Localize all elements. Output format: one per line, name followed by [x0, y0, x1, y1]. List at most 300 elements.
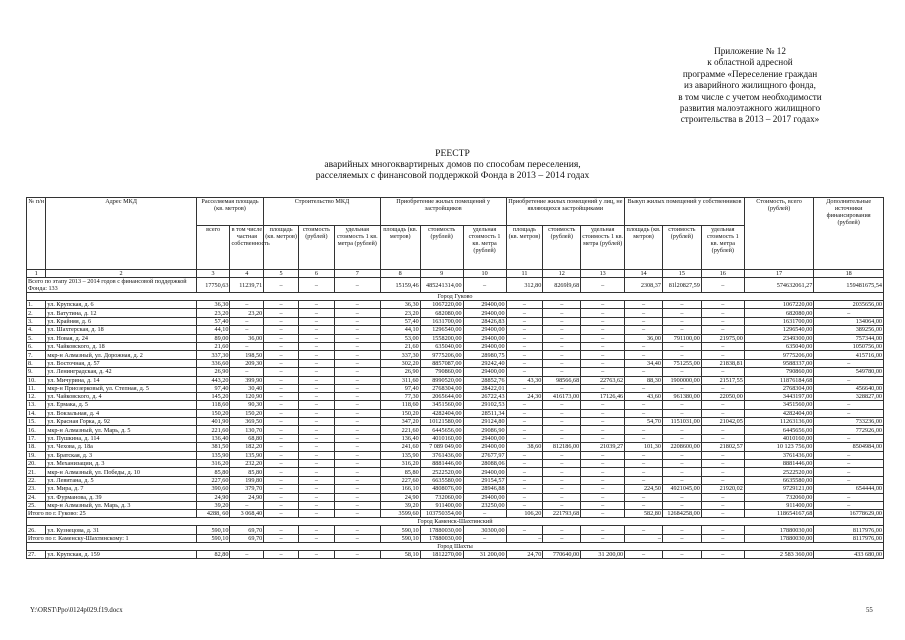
table-cell: – — [662, 476, 701, 484]
table-cell: – — [814, 476, 884, 484]
table-cell: 36,00 — [625, 334, 663, 342]
subheader-area: площадь (кв. метров) — [264, 226, 299, 270]
table-cell: 24,90 — [230, 493, 264, 501]
table-cell: – — [625, 526, 663, 534]
table-cell: 24,70 — [506, 550, 543, 558]
table-cell: – — [581, 384, 625, 392]
table-cell: – — [298, 278, 334, 293]
title-subline: аварийных многоквартирных домов по способам переселения, — [324, 159, 581, 171]
table-cell: – — [334, 510, 380, 518]
subheader-cost: стоимость (рублей) — [543, 226, 581, 270]
column-number: 17 — [744, 270, 814, 278]
table-cell: – — [264, 401, 299, 409]
table-cell: – — [662, 409, 701, 417]
table-cell: 29400,00 — [463, 493, 506, 501]
row-number: 21. — [27, 468, 46, 476]
table-cell: – — [264, 468, 299, 476]
table-cell: – — [298, 526, 334, 534]
table-row — [27, 485, 884, 493]
table-cell: – — [581, 301, 625, 309]
table-cell: – — [334, 501, 380, 509]
table-cell: – — [264, 317, 299, 325]
table-cell: 57,40 — [380, 317, 420, 325]
table-cell: 43,30 — [506, 376, 543, 384]
table-row — [27, 468, 884, 476]
table-cell: – — [581, 451, 625, 459]
table-cell: 654444,00 — [814, 485, 884, 493]
table-cell: – — [334, 526, 380, 534]
table-cell: – — [581, 434, 625, 442]
table-cell: – — [543, 317, 581, 325]
table-cell: 1900000,00 — [662, 376, 701, 384]
table-cell: 241,60 — [380, 443, 420, 451]
table-cell: – — [814, 501, 884, 509]
table-cell: – — [814, 401, 884, 409]
table-cell: 911400,00 — [744, 501, 814, 509]
table-cell: – — [506, 426, 543, 434]
table-cell: 21,60 — [196, 342, 230, 350]
table-cell: – — [625, 460, 663, 468]
row-number: 3. — [27, 317, 46, 325]
table-cell: – — [264, 326, 299, 334]
row-number: 6. — [27, 342, 46, 350]
table-cell: 379,70 — [230, 485, 264, 493]
address-cell: ул. Мичурина, д. 14 — [46, 376, 196, 384]
table-cell: – — [701, 309, 744, 317]
table-cell: – — [701, 317, 744, 325]
table-row — [27, 351, 884, 359]
table-cell: 4010160,00 — [420, 434, 463, 442]
table-cell: – — [625, 426, 663, 434]
table-cell: – — [662, 368, 701, 376]
table-cell: 21042,05 — [701, 418, 744, 426]
table-cell: 791100,00 — [662, 334, 701, 342]
title-subline: расселяемых с финансовой поддержкой Фонда в 2013 – 2014 годах — [315, 170, 590, 182]
table-row — [27, 501, 884, 509]
table-row — [27, 376, 884, 384]
table-cell: 9775206,00 — [744, 351, 814, 359]
row-number: 19. — [27, 451, 46, 459]
table-cell: 574632061,27 — [744, 278, 814, 293]
table-cell: 15159,46 — [380, 278, 420, 293]
table-cell: 1558200,00 — [420, 334, 463, 342]
table-row — [27, 550, 884, 558]
table-cell: – — [298, 476, 334, 484]
table-cell: – — [298, 501, 334, 509]
table-cell: – — [543, 426, 581, 434]
table-row — [27, 526, 884, 534]
subheader-area: площадь (кв. метров) — [506, 226, 543, 270]
table-cell: – — [230, 550, 264, 558]
subheader-cost: стоимость (рублей) — [420, 226, 463, 270]
table-cell: 4010160,00 — [744, 434, 814, 442]
table-cell: – — [625, 309, 663, 317]
row-number: 24. — [27, 493, 46, 501]
table-cell: – — [625, 342, 663, 350]
table-cell: 1050756,00 — [814, 342, 884, 350]
table-cell: – — [543, 409, 581, 417]
table-cell: – — [506, 451, 543, 459]
table-row — [27, 334, 884, 342]
table-cell: – — [581, 501, 625, 509]
table-cell: 10121580,00 — [420, 418, 463, 426]
table-cell: – — [463, 534, 506, 542]
table-cell: – — [543, 534, 581, 542]
column-number: 14 — [625, 270, 663, 278]
header-purchase-non-developers: Приобретение жилых помещений у лиц, не являющихся застройщиками — [506, 198, 625, 226]
appendix-line: из аварийного жилищного фонда, — [684, 80, 816, 91]
table-cell: 136,40 — [196, 434, 230, 442]
address-cell: ул. Пушкина, д. 114 — [46, 434, 196, 442]
address-cell: ул. Крупская, д. 159 — [46, 550, 196, 558]
table-cell: – — [701, 301, 744, 309]
table-cell: – — [543, 326, 581, 334]
table-cell: 69,70 — [230, 534, 264, 542]
table-cell: – — [298, 460, 334, 468]
table-cell: – — [334, 434, 380, 442]
table-cell: – — [581, 460, 625, 468]
table-cell: – — [581, 334, 625, 342]
table-cell: 29400,00 — [463, 443, 506, 451]
table-cell: 11239,71 — [230, 278, 264, 293]
table-cell: 433 680,00 — [814, 550, 884, 558]
row-number: 12. — [27, 392, 46, 400]
table-cell: 30,40 — [230, 384, 264, 392]
header-additional-sources: Дополнительные источники финансирования (рублей) — [814, 198, 884, 270]
table-cell: 312,80 — [506, 278, 543, 293]
table-cell: – — [701, 384, 744, 392]
table-cell: 23,20 — [380, 309, 420, 317]
table-cell: 4282404,00 — [420, 409, 463, 417]
table-cell: – — [298, 342, 334, 350]
table-cell: – — [334, 376, 380, 384]
table-cell: – — [506, 317, 543, 325]
table-cell: 106,20 — [506, 510, 543, 518]
table-cell: 2035656,00 — [814, 301, 884, 309]
table-cell: 635040,00 — [420, 342, 463, 350]
table-cell: 69,70 — [230, 526, 264, 534]
table-cell: 390,60 — [196, 485, 230, 493]
table-cell: 337,30 — [380, 351, 420, 359]
address-cell: мкр-н Алмазный, ул. Победы, д. 10 — [46, 468, 196, 476]
row-number: 26. — [27, 526, 46, 534]
table-cell: 26,90 — [196, 368, 230, 376]
table-cell: – — [264, 278, 299, 293]
table-cell: 88,30 — [625, 376, 663, 384]
table-cell: – — [581, 401, 625, 409]
table-cell: – — [230, 368, 264, 376]
table-cell: 21838,81 — [701, 359, 744, 367]
table-cell: 28426,83 — [463, 317, 506, 325]
table-cell: 2208600,00 — [662, 443, 701, 451]
table-cell: 11876184,68 — [744, 376, 814, 384]
table-cell: 770640,00 — [543, 550, 581, 558]
table-cell: – — [543, 418, 581, 426]
table-cell: – — [701, 460, 744, 468]
row-number: 1. — [27, 301, 46, 309]
subheader-unit-cost: удельная стоимость 1 кв. метра (рублей) — [463, 226, 506, 270]
subheader-cost: стоимость (рублей) — [298, 226, 334, 270]
table-row — [27, 301, 884, 309]
city-name: Город Гуково — [27, 293, 884, 301]
address-cell: ул. Фурманова, д. 39 — [46, 493, 196, 501]
table-cell: 8881446,00 — [744, 460, 814, 468]
table-cell: – — [264, 309, 299, 317]
table-cell: 416173,00 — [543, 392, 581, 400]
table-row — [27, 418, 884, 426]
table-cell: – — [625, 409, 663, 417]
table-cell: 1151031,00 — [662, 418, 701, 426]
row-number: 15. — [27, 418, 46, 426]
city-section-row — [27, 293, 884, 301]
table-cell: 8857087,00 — [420, 359, 463, 367]
table-cell: – — [334, 384, 380, 392]
table-cell: 21,60 — [380, 342, 420, 350]
table-cell: – — [506, 409, 543, 417]
address-cell: мкр-н Алмазный, ул. Марь, д. 5 — [46, 426, 196, 434]
table-cell: – — [543, 476, 581, 484]
address-cell: ул. Левитана, д. 5 — [46, 476, 196, 484]
table-cell: – — [506, 534, 543, 542]
row-number: 27. — [27, 550, 46, 558]
header-construction: Строительство МКД — [264, 198, 381, 226]
table-cell: – — [662, 493, 701, 501]
table-cell: 790860,00 — [744, 368, 814, 376]
table-cell: 6635580,00 — [420, 476, 463, 484]
row-number: 13. — [27, 401, 46, 409]
table-cell: – — [625, 384, 663, 392]
table-cell: 6635580,00 — [744, 476, 814, 484]
table-cell: – — [334, 409, 380, 417]
address-cell: ул. Восточная, д. 57 — [46, 359, 196, 367]
table-cell: – — [506, 493, 543, 501]
table-cell: – — [230, 317, 264, 325]
table-cell: – — [230, 501, 264, 509]
table-cell: – — [543, 434, 581, 442]
city-section-row — [27, 542, 884, 550]
total-label: Всего по этапу 2013 – 2014 годов с финансовой поддержкой Фонда: 133 — [27, 278, 197, 293]
table-cell: 22050,00 — [701, 392, 744, 400]
table-cell: – — [334, 278, 380, 293]
table-cell: – — [334, 485, 380, 493]
address-cell: ул. Чехова, д. 18а — [46, 443, 196, 451]
table-cell: – — [506, 301, 543, 309]
city-name: Город Шахты — [27, 542, 884, 550]
table-cell: 120,90 — [230, 392, 264, 400]
table-cell: 29400,00 — [463, 368, 506, 376]
column-number: 12 — [543, 270, 581, 278]
table-body — [27, 270, 884, 559]
table-cell: – — [334, 418, 380, 426]
table-row — [27, 342, 884, 350]
table-cell: 136,40 — [380, 434, 420, 442]
table-row — [27, 359, 884, 367]
table-cell: – — [298, 384, 334, 392]
table-cell: 21039,27 — [581, 443, 625, 451]
row-number: 10. — [27, 376, 46, 384]
table-cell: – — [543, 485, 581, 493]
table-cell: – — [581, 526, 625, 534]
table-cell: – — [264, 476, 299, 484]
table-cell: 316,20 — [196, 460, 230, 468]
table-cell: 221793,68 — [543, 510, 581, 518]
table-cell: 7 089 049,00 — [420, 443, 463, 451]
table-cell: – — [334, 368, 380, 376]
appendix-line: развития малоэтажного жилищного — [679, 103, 821, 114]
table-cell: 635040,00 — [744, 342, 814, 350]
table-cell: – — [298, 409, 334, 417]
table-cell: 43,60 — [625, 392, 663, 400]
table-cell: – — [506, 418, 543, 426]
table-cell: – — [334, 534, 380, 542]
table-cell: 2768304,00 — [744, 384, 814, 392]
table-cell: 790860,00 — [420, 368, 463, 376]
table-cell: 316,20 — [380, 460, 420, 468]
table-cell: 401,90 — [196, 418, 230, 426]
table-cell: – — [543, 493, 581, 501]
column-number: 2 — [46, 270, 196, 278]
table-cell: – — [581, 493, 625, 501]
table-cell: – — [701, 426, 744, 434]
table-cell: 399,90 — [230, 376, 264, 384]
table-cell: – — [814, 460, 884, 468]
table-row — [27, 317, 884, 325]
table-cell: 732060,00 — [420, 493, 463, 501]
table-cell: – — [334, 359, 380, 367]
table-cell: 29086,90 — [463, 426, 506, 434]
table-cell: 159481675,54 — [814, 278, 884, 293]
table-cell: 89,00 — [196, 334, 230, 342]
address-cell: ул. Вокзальная, д. 4 — [46, 409, 196, 417]
table-cell: – — [662, 351, 701, 359]
table-cell: – — [463, 278, 506, 293]
total-label: Итого по г. Каменску-Шахтинскому: 1 — [27, 534, 197, 542]
header-buyout-owners: Выкуп жилых помещений у собственников — [625, 198, 745, 226]
table-cell: – — [543, 468, 581, 476]
footer-file-path: Y:\ORST\Ppo\0124p029.f19.docx — [30, 607, 123, 614]
table-cell: 302,20 — [380, 359, 420, 367]
table-cell: 2522520,00 — [420, 468, 463, 476]
table-cell: 221,60 — [380, 426, 420, 434]
subheader-unit-cost: удельная стоимость 1 кв. метра (рублей) — [581, 226, 625, 270]
table-cell: 85,80 — [380, 468, 420, 476]
table-cell: 54,70 — [625, 418, 663, 426]
table-cell: 26722,43 — [463, 392, 506, 400]
address-cell: ул. Новая, д. 24 — [46, 334, 196, 342]
table-cell: 90,30 — [230, 401, 264, 409]
table-cell: 44,10 — [380, 326, 420, 334]
table-cell: – — [625, 476, 663, 484]
table-cell: 29242,40 — [463, 359, 506, 367]
total-label: Итого по г. Гуково: 25 — [27, 510, 197, 518]
table-cell: – — [264, 485, 299, 493]
table-cell: 1631700,00 — [420, 317, 463, 325]
table-cell: – — [543, 526, 581, 534]
table-cell: 81l20827,59 — [662, 278, 701, 293]
column-number: 5 — [264, 270, 299, 278]
table-cell: 28088,06 — [463, 460, 506, 468]
table-cell: – — [298, 426, 334, 434]
table-cell: 961380,00 — [662, 392, 701, 400]
table-cell: 4808076,00 — [420, 485, 463, 493]
table-cell: 311,60 — [380, 376, 420, 384]
table-cell: 221,60 — [196, 426, 230, 434]
table-row — [27, 392, 884, 400]
table-cell: – — [334, 326, 380, 334]
table-cell: – — [625, 301, 663, 309]
row-number: 5. — [27, 334, 46, 342]
table-cell: 582,80 — [625, 510, 663, 518]
table-cell: 29400,00 — [463, 468, 506, 476]
address-cell: ул. Ленинградская, д. 42 — [46, 368, 196, 376]
table-cell: – — [334, 342, 380, 350]
table-cell: 28980,75 — [463, 351, 506, 359]
column-number: 16 — [701, 270, 744, 278]
column-number: 1 — [27, 270, 46, 278]
table-cell: 812186,00 — [543, 443, 581, 451]
table-cell: 11263136,00 — [744, 418, 814, 426]
table-cell: – — [506, 368, 543, 376]
address-cell: ул. Чайковского, д. 4 — [46, 392, 196, 400]
table-cell: 135,90 — [380, 451, 420, 459]
table-cell: 68,80 — [230, 434, 264, 442]
table-cell: 130,70 — [230, 426, 264, 434]
column-number: 8 — [380, 270, 420, 278]
table-cell: – — [814, 451, 884, 459]
table-cell: 9775206,00 — [420, 351, 463, 359]
table-cell: 337,30 — [196, 351, 230, 359]
address-cell: ул. Шахтерская, д. 18 — [46, 326, 196, 334]
table-cell: – — [581, 278, 625, 293]
table-cell: 1067220,00 — [744, 301, 814, 309]
table-cell: – — [625, 451, 663, 459]
table-cell: – — [230, 342, 264, 350]
table-cell: 58,10 — [380, 550, 420, 558]
table-cell: 166,10 — [380, 485, 420, 493]
table-cell: – — [543, 351, 581, 359]
table-cell: 21920,02 — [701, 485, 744, 493]
table-cell: – — [814, 468, 884, 476]
table-cell: – — [543, 309, 581, 317]
row-number: 7. — [27, 351, 46, 359]
table-cell: 3443197,00 — [744, 392, 814, 400]
table-cell: – — [625, 368, 663, 376]
table-cell: 17880030,00 — [420, 534, 463, 542]
table-cell: – — [625, 317, 663, 325]
table-cell: 1067220,00 — [420, 301, 463, 309]
table-cell: 415716,00 — [814, 351, 884, 359]
table-cell: – — [662, 342, 701, 350]
subheader-area: площадь (кв. метров) — [625, 226, 663, 270]
table-cell: 2349300,00 — [744, 334, 814, 342]
address-cell: мкр-н Приозерковый, ул. Степная, д. 5 — [46, 384, 196, 392]
table-cell: 85,80 — [196, 468, 230, 476]
table-cell: 1812270,00 — [420, 550, 463, 558]
table-cell: – — [264, 434, 299, 442]
table-cell: – — [701, 493, 744, 501]
table-cell: – — [543, 368, 581, 376]
table-cell: 36,30 — [380, 301, 420, 309]
table-cell: 3761436,00 — [744, 451, 814, 459]
row-number: 14. — [27, 409, 46, 417]
table-cell: – — [625, 493, 663, 501]
table-cell: 682080,00 — [420, 309, 463, 317]
table-cell: 39,20 — [380, 501, 420, 509]
header-total-cost: Стоимость, всего (рублей) — [744, 198, 814, 270]
table-cell: 44,10 — [196, 326, 230, 334]
table-cell: 232,20 — [230, 460, 264, 468]
table-cell: – — [334, 317, 380, 325]
